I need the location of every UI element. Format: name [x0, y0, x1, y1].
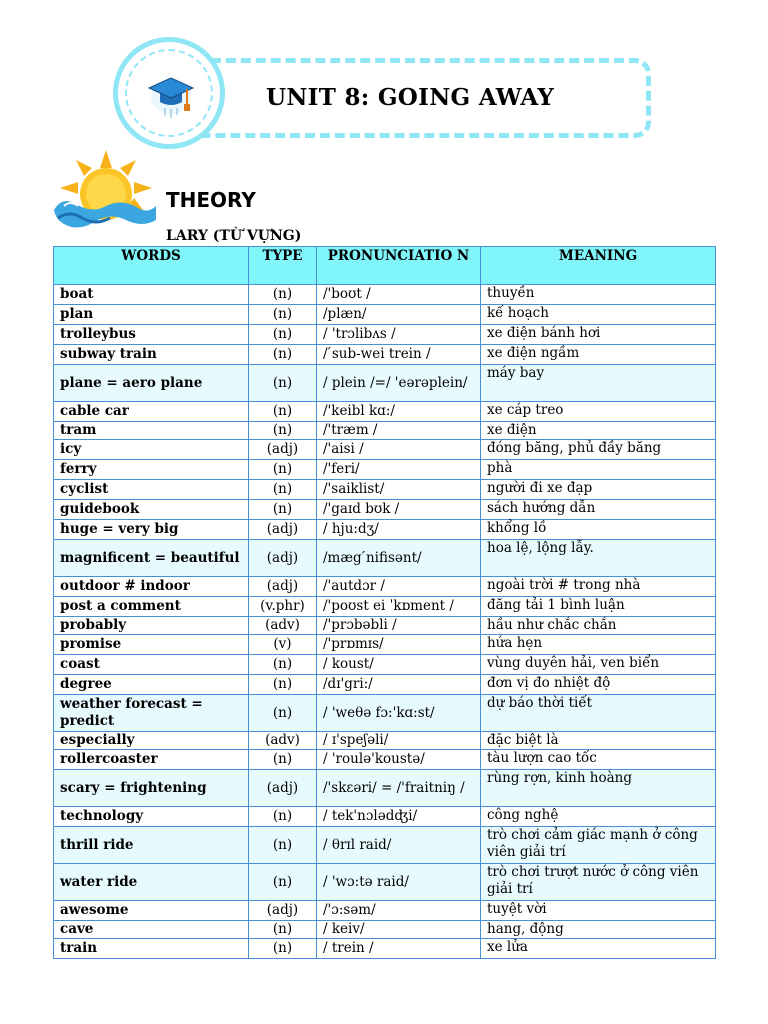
meaning-cell: hang, động	[481, 921, 716, 939]
table-row	[54, 750, 716, 770]
pronunciation-cell: /'feri/	[317, 460, 481, 480]
type-cell: (n)	[249, 827, 317, 864]
word-cell: probably	[54, 617, 249, 635]
table-row	[54, 635, 716, 655]
meaning-cell: hứa hẹn	[481, 635, 716, 655]
type-cell: (n)	[249, 480, 317, 500]
type-cell: (n)	[249, 325, 317, 345]
meaning-cell: sách hướng dẫn	[481, 500, 716, 520]
meaning-cell: đăng tải 1 bình luận	[481, 597, 716, 617]
type-cell: (n)	[249, 807, 317, 827]
meaning-cell: kế hoạch	[481, 305, 716, 325]
pronunciation-cell: /plæn/	[317, 305, 481, 325]
word-cell: plane = aero plane	[54, 365, 249, 402]
word-cell: ferry	[54, 460, 249, 480]
table-row	[54, 939, 716, 959]
pronunciation-cell: / tek'nɔlədʤi/	[317, 807, 481, 827]
pronunciation-cell: /mæg ́nifisənt/	[317, 540, 481, 577]
type-cell: (n)	[249, 675, 317, 695]
pronunciation-cell: / koust/	[317, 655, 481, 675]
pronunciation-cell: /'saiklist/	[317, 480, 481, 500]
type-cell: (n)	[249, 365, 317, 402]
pronunciation-cell: /'prɔbəbli /	[317, 617, 481, 635]
word-cell: guidebook	[54, 500, 249, 520]
sun-icon	[52, 148, 160, 238]
type-cell: (adj)	[249, 520, 317, 540]
vocabulary-table	[53, 246, 716, 959]
word-cell: magnificent = beautiful	[54, 540, 249, 577]
word-cell: scary = frightening	[54, 770, 249, 807]
type-cell: (n)	[249, 864, 317, 901]
word-cell: huge = very big	[54, 520, 249, 540]
meaning-cell: hoa lệ, lộng lẫy.	[481, 540, 716, 577]
word-cell: post a comment	[54, 597, 249, 617]
meaning-cell: công nghệ	[481, 807, 716, 827]
pronunciation-cell: /'ɔ:səm/	[317, 901, 481, 921]
table-row	[54, 500, 716, 520]
column-header-meaning: MEANING	[481, 247, 716, 285]
type-cell: (n)	[249, 750, 317, 770]
pronunciation-cell: / θrɪl raid/	[317, 827, 481, 864]
type-cell: (n)	[249, 285, 317, 305]
meaning-cell: trò chơi trượt nước ở công viên giải trí	[481, 864, 716, 901]
table-row	[54, 864, 716, 901]
pronunciation-cell: / ɪ'speʃəli/	[317, 732, 481, 750]
meaning-cell: xe cáp treo	[481, 402, 716, 422]
table-row	[54, 325, 716, 345]
word-cell: train	[54, 939, 249, 959]
meaning-cell: tàu lượn cao tốc	[481, 750, 716, 770]
word-cell: trolleybus	[54, 325, 249, 345]
type-cell: (v)	[249, 635, 317, 655]
word-cell: degree	[54, 675, 249, 695]
meaning-cell: rùng rợn, kinh hoàng	[481, 770, 716, 807]
pronunciation-cell: / 'roulə'koustə/	[317, 750, 481, 770]
table-row	[54, 597, 716, 617]
type-cell: (n)	[249, 921, 317, 939]
meaning-cell: xe lửa	[481, 939, 716, 959]
table-row	[54, 675, 716, 695]
word-cell: cave	[54, 921, 249, 939]
section-title: THEORY	[166, 188, 256, 212]
meaning-cell: đặc biệt là	[481, 732, 716, 750]
type-cell: (adj)	[249, 770, 317, 807]
type-cell: (adv)	[249, 732, 317, 750]
table-row	[54, 770, 716, 807]
meaning-cell: xe điện ngầm	[481, 345, 716, 365]
word-cell: especially	[54, 732, 249, 750]
word-cell: cable car	[54, 402, 249, 422]
word-cell: awesome	[54, 901, 249, 921]
pronunciation-cell: /'boʊt /	[317, 285, 481, 305]
pronunciation-cell: /'keibl kɑ:/	[317, 402, 481, 422]
pronunciation-cell: /'aisi /	[317, 440, 481, 460]
meaning-cell: ngoài trời # trong nhà	[481, 577, 716, 597]
type-cell: (n)	[249, 500, 317, 520]
pronunciation-cell: /'prɒmɪs/	[317, 635, 481, 655]
word-cell: coast	[54, 655, 249, 675]
pronunciation-cell: /'gaɪd bʊk /	[317, 500, 481, 520]
pronunciation-cell: / 'trɔlibʌs /	[317, 325, 481, 345]
meaning-cell: người đi xe đạp	[481, 480, 716, 500]
type-cell: (adj)	[249, 440, 317, 460]
table-row	[54, 345, 716, 365]
column-header-words: WORDS	[54, 247, 249, 285]
pronunciation-cell: /'poʊst ei ˈkɒment /	[317, 597, 481, 617]
type-cell: (n)	[249, 345, 317, 365]
meaning-cell: xe điện	[481, 422, 716, 440]
word-cell: subway train	[54, 345, 249, 365]
table-row	[54, 480, 716, 500]
type-cell: (n)	[249, 939, 317, 959]
graduation-cap-icon	[147, 70, 195, 120]
table-row	[54, 921, 716, 939]
type-cell: (adj)	[249, 577, 317, 597]
meaning-cell: khổng lồ	[481, 520, 716, 540]
table-row	[54, 422, 716, 440]
pronunciation-cell: / hju:dʒ/	[317, 520, 481, 540]
pronunciation-cell: / keiv/	[317, 921, 481, 939]
word-cell: weather forecast = predict	[54, 695, 249, 732]
type-cell: (adv)	[249, 617, 317, 635]
meaning-cell: đóng băng, phủ đầy băng	[481, 440, 716, 460]
table-row	[54, 732, 716, 750]
table-row	[54, 807, 716, 827]
word-cell: water ride	[54, 864, 249, 901]
table-body	[54, 285, 716, 959]
meaning-cell: vùng duyên hải, ven biển	[481, 655, 716, 675]
pronunciation-cell: / ́sub-wei trein /	[317, 345, 481, 365]
type-cell: (adj)	[249, 901, 317, 921]
word-cell: plan	[54, 305, 249, 325]
table-row	[54, 577, 716, 597]
page-title: UNIT 8: GOING AWAY	[266, 84, 555, 111]
type-cell: (n)	[249, 305, 317, 325]
table-row	[54, 305, 716, 325]
type-cell: (n)	[249, 655, 317, 675]
type-cell: (n)	[249, 460, 317, 480]
pronunciation-cell: /dɪ'gri:/	[317, 675, 481, 695]
word-cell: rollercoaster	[54, 750, 249, 770]
table-row	[54, 285, 716, 305]
type-cell: (n)	[249, 695, 317, 732]
table-row	[54, 655, 716, 675]
meaning-cell: xe điện bánh hơi	[481, 325, 716, 345]
pronunciation-cell: /'træm /	[317, 422, 481, 440]
pronunciation-cell: /'autdɔr /	[317, 577, 481, 597]
word-cell: cyclist	[54, 480, 249, 500]
pronunciation-cell: /'skɛəri/ = /'fraitniŋ /	[317, 770, 481, 807]
column-header-pronunciation: PRONUNCIATIO N	[317, 247, 481, 285]
type-cell: (v.phr)	[249, 597, 317, 617]
pronunciation-cell: / trein /	[317, 939, 481, 959]
meaning-cell: hầu như chắc chắn	[481, 617, 716, 635]
table-row	[54, 365, 716, 402]
table-row	[54, 901, 716, 921]
meaning-cell: máy bay	[481, 365, 716, 402]
type-cell: (adj)	[249, 540, 317, 577]
table-row	[54, 460, 716, 480]
table-header-row	[54, 247, 716, 285]
table-row	[54, 520, 716, 540]
meaning-cell: đơn vị đo nhiệt độ	[481, 675, 716, 695]
type-cell: (n)	[249, 422, 317, 440]
meaning-cell: dự báo thời tiết	[481, 695, 716, 732]
table-row	[54, 402, 716, 422]
meaning-cell: trò chơi cảm giác mạnh ở công viên giải trí	[481, 827, 716, 864]
type-cell: (n)	[249, 402, 317, 422]
word-cell: promise	[54, 635, 249, 655]
meaning-cell: phà	[481, 460, 716, 480]
word-cell: technology	[54, 807, 249, 827]
meaning-cell: tuyệt vời	[481, 901, 716, 921]
word-cell: outdoor # indoor	[54, 577, 249, 597]
word-cell: tram	[54, 422, 249, 440]
section-subtitle: LARY (TỪ VỰNG)	[166, 228, 302, 244]
table-row	[54, 695, 716, 732]
column-header-type: TYPE	[249, 247, 317, 285]
pronunciation-cell: / 'wɔ:tə raid/	[317, 864, 481, 901]
word-cell: icy	[54, 440, 249, 460]
table-row	[54, 440, 716, 460]
table-row	[54, 827, 716, 864]
table-row	[54, 540, 716, 577]
table-row	[54, 617, 716, 635]
meaning-cell: thuyền	[481, 285, 716, 305]
word-cell: boat	[54, 285, 249, 305]
pronunciation-cell: / 'weθə fɔ:'kɑ:st/	[317, 695, 481, 732]
word-cell: thrill ride	[54, 827, 249, 864]
pronunciation-cell: / plein /=/ 'eərəplein/	[317, 365, 481, 402]
